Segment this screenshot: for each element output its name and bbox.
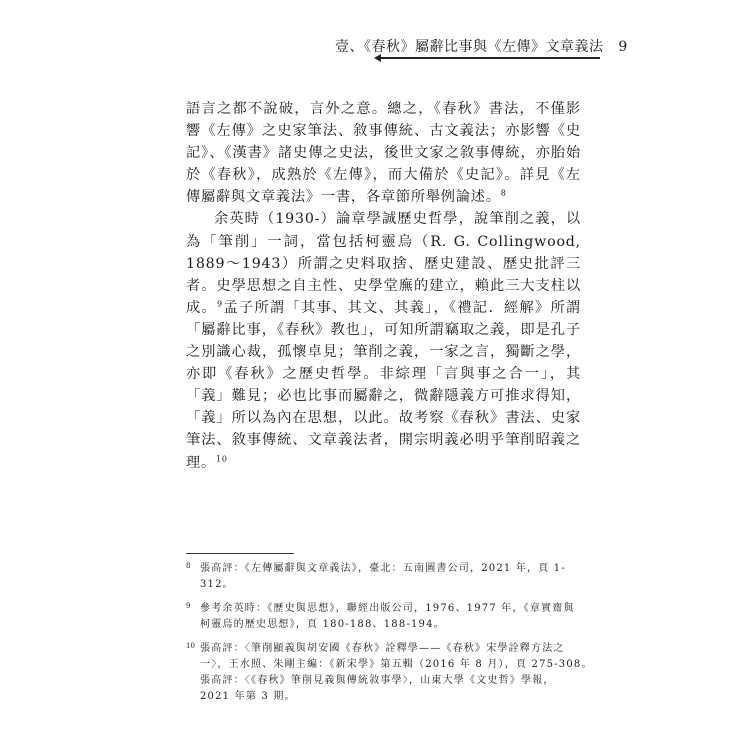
paragraph-1-text: 語言之都不說破，言外之意。總之，《春秋》書法，不僅影響《左傳》之史家筆法、敘事傳統、古文義法；亦影響《史記》、《漢書》諸史傳之史法，後世文家之敘事傳統，亦胎始於《春秋》，成熟於《左傳》，而大備於《史記》。詳見《左傳屬辭與文章義法》一書，各章節所舉例論述。	[186, 101, 581, 206]
footnote-number: 9	[186, 602, 191, 610]
running-header	[335, 36, 628, 56]
paragraph-2-text-b: 孟子所謂「其事、其文、其義」，《禮記．經解》所謂「屬辭比事，《春秋》教也」，可知所謂竊取之義，即是孔子之別識心裁，孤懷卓見；筆削之義，一家之言，獨斷之學，亦即《春秋》之歷史哲學。非綜理「言與事之合一」，其「義」難見；必也比事而屬辭之，微辭隱義方可推求得知，「義」所以為內在思想，以此。故考察《春秋》書法、史家筆法、敘事傳統、文章義法者，開宗明義必明乎筆削昭義之理。	[186, 299, 581, 471]
footnote-line: 2021 年第 3 期。	[200, 691, 296, 702]
footnote-ref-10: 10	[215, 453, 228, 463]
footnote-line: 張高評：〈筆削顯義與胡安國《春秋》詮釋學——《春秋》宋學詮釋方法之	[200, 643, 565, 654]
footnote-line: 參考余英時：《歷史與思想》，聯經出版公司，1976、1977 年，《章實齋與	[200, 603, 575, 614]
paragraph-1	[186, 98, 581, 208]
paragraph-2	[186, 208, 581, 473]
footnote-line: 柯靈烏的歷史思想》，頁 180-188、188-194。	[200, 619, 445, 630]
body-text	[186, 98, 581, 474]
footnote-number: 8	[186, 562, 191, 570]
page-number: 9	[618, 39, 628, 55]
footnote-line: 張高評：〈《春秋》筆削見義與傳統敘事學〉，山東大學《文史哲》學報，	[200, 675, 555, 686]
header-rule	[380, 57, 600, 59]
footnote-line: 一〉，王水照、朱剛主編：《新宋學》第五輯（2016 年 8 月），頁 275-308。	[200, 659, 593, 670]
footnote-10	[186, 641, 593, 705]
footnote-ref-9: 9	[217, 299, 223, 309]
footnote-line: 312。	[200, 579, 234, 590]
chapter-title: 壹、《春秋》屬辭比事與《左傳》文章義法	[335, 39, 604, 55]
footnote-number: 10	[186, 642, 195, 650]
footnote-rule	[186, 553, 294, 554]
footnotes	[186, 561, 593, 713]
footnote-9	[186, 601, 586, 633]
paragraph-2-text-a: 余英時（1930-）論章學誠歷史哲學，說筆削之義，以為「筆削」一詞，當包括柯靈烏（R. G. Collingwood, 1889～1943）所謂之史料取捨、歷史建設、歷史批評三者。史學思想之自主性、史學堂廡的建立，賴此三大支柱以成。	[186, 211, 581, 316]
footnote-line: 張高評：《左傳屬辭與文章義法》，臺北：五南圖書公司，2021 年，頁 1-	[200, 563, 566, 574]
footnote-ref-8: 8	[500, 188, 507, 198]
footnote-8	[186, 561, 586, 593]
